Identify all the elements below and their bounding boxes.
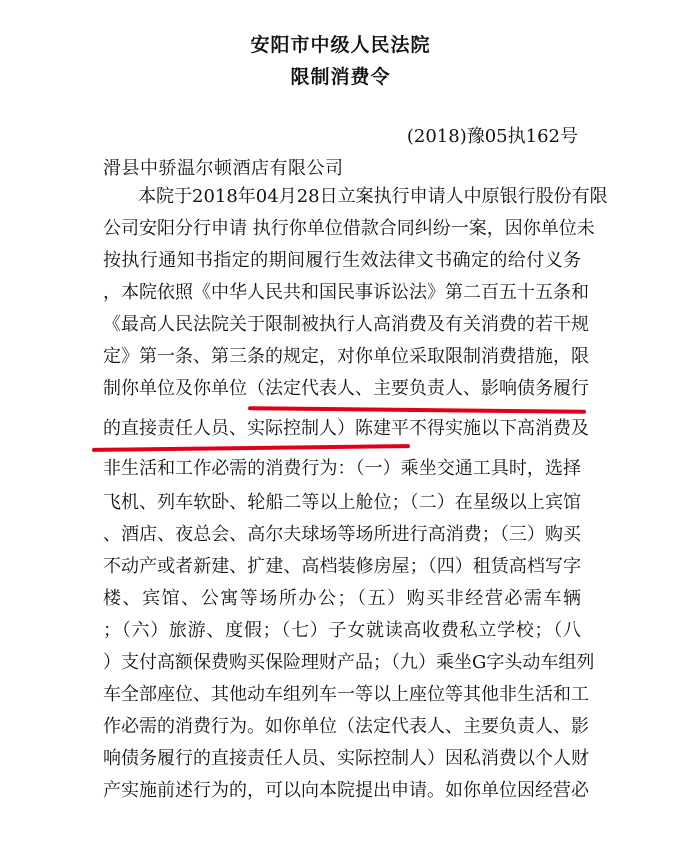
body-line: 不动产或者新建、扩建、高档装修房屋；（四）租赁高档写字 (103, 556, 581, 577)
body-line: 《最高人民法院关于限制被执行人高消费及有关消费的若干规 (103, 314, 589, 335)
body-line: 、酒店、夜总会、高尔夫球场等场所进行高消费；（三）购买 (103, 524, 581, 545)
body-line: 非生活和工作必需的消费行为：（一）乘坐交通工具时，选择 (103, 458, 581, 479)
body-line: ）支付高额保费购买保险理财产品；（九）乘坐G字头动车组列 (103, 652, 595, 673)
body-line: 飞机、列车软卧、轮船二等以上舱位；（二）在星级以上宾馆 (103, 492, 581, 513)
body-line: 本院于2018年04月28日立案执行申请人中原银行股份有限 (138, 186, 608, 207)
red-underline-mark-1 (248, 406, 586, 414)
body-line: 产实施前述行为的，可以向本院提出申请。如你单位因经营必 (103, 780, 589, 801)
body-line: 作必需的消费行为。如你单位（法定代表人、主要负责人、影 (103, 716, 589, 737)
case-number: (2018)豫05执162号 (406, 126, 578, 147)
body-line: 响债务履行的直接责任人员、实际控制人）因私消费以个人财 (103, 748, 589, 769)
document-title: 限制消费令 (290, 66, 391, 88)
body-line: 楼、宾馆、公寓等场所办公；（五）购买非经营必需车辆 (103, 588, 581, 609)
court-name: 安阳市中级人民法院 (250, 34, 431, 56)
addressee: 滑县中骄温尔顿酒店有限公司 (103, 158, 344, 179)
body-line: 车全部座位、其他动车组列车一等以上座位等其他非生活和工 (103, 684, 589, 705)
body-line: 按执行通知书指定的期间履行生效法律文书确定的给付义务 (103, 250, 581, 271)
body-line: 定》第一条、第三条的规定，对你单位采取限制消费措施，限 (103, 346, 589, 367)
body-line: 制你单位及你单位（法定代表人、主要负责人、影响债务履行 (103, 378, 589, 399)
body-line: ，本院依照《中华人民共和国民事诉讼法》第二百五十五条和 (103, 282, 589, 303)
body-line: 公司安阳分行申请 执行你单位借款合同纠纷一案，因你单位未 (103, 218, 595, 239)
red-underline-mark-2 (92, 444, 410, 452)
body-line: ；（六）旅游、度假；（七）子女就读高收费私立学校；（八 (103, 620, 581, 641)
body-line: 的直接责任人员、实际控制人）陈建平不得实施以下高消费及 (103, 418, 589, 439)
